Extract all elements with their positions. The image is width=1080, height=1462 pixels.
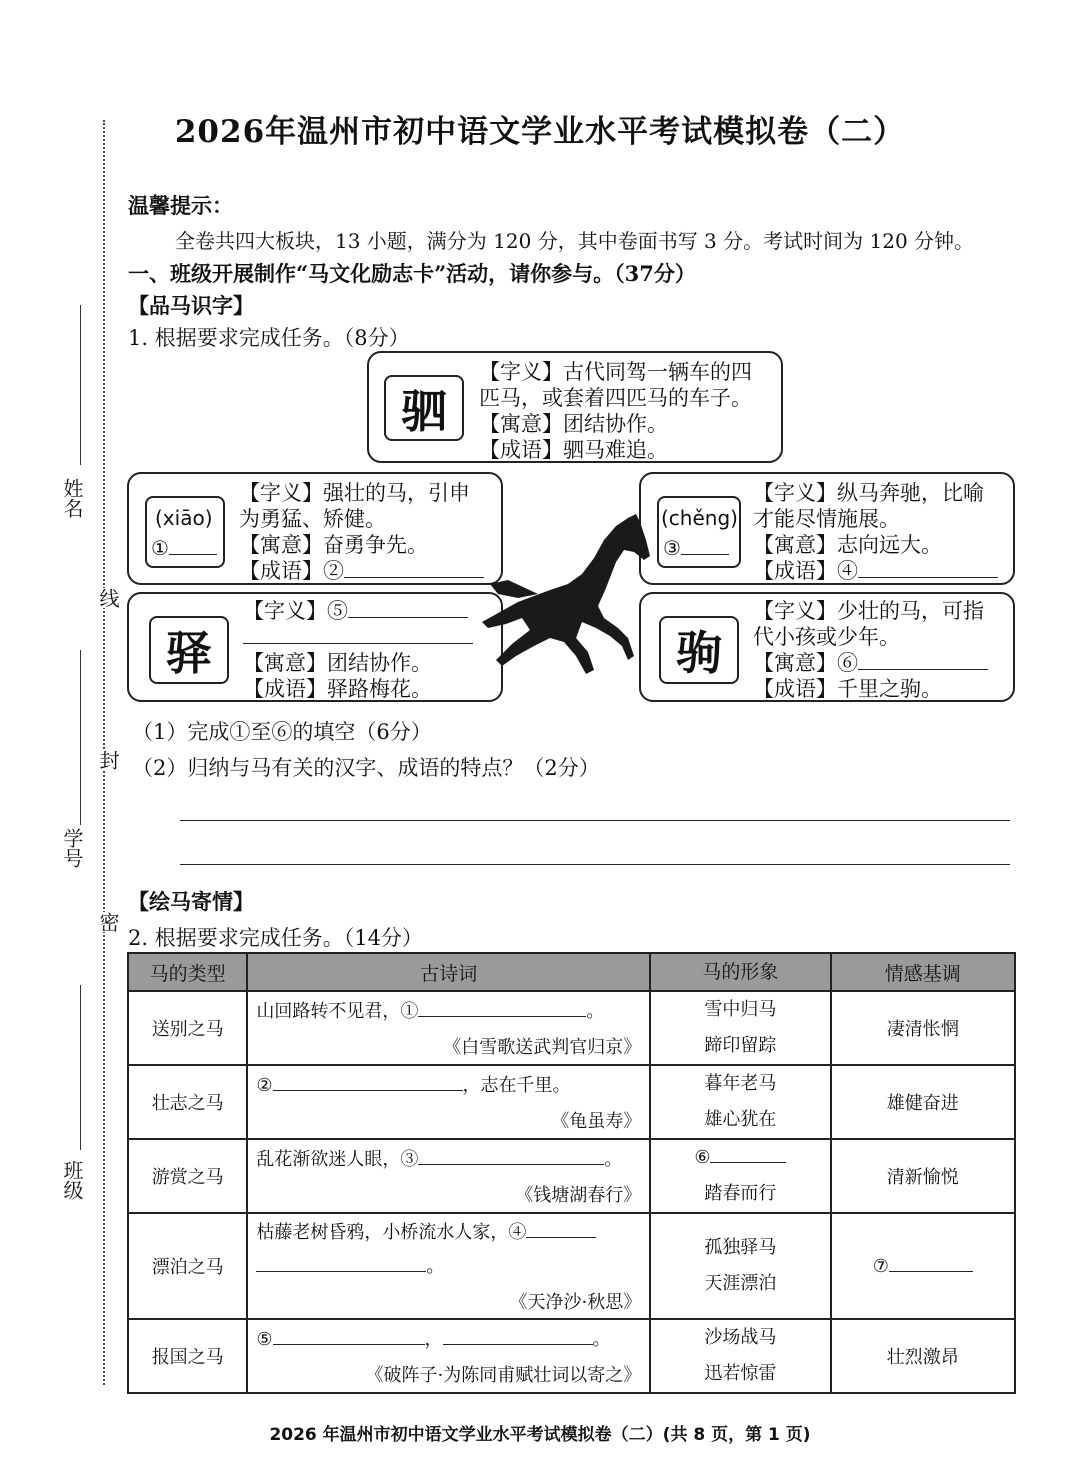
header-emotion: 情感基调 [831,953,1015,991]
card-line: 为勇猛、矫健。 [239,507,386,531]
row-type: 壮志之马 [128,1065,247,1139]
row-type: 送别之马 [128,991,247,1065]
card-line: 【寓意】奋勇争先。 [239,533,428,557]
card-line: 【寓意】团结协作。 [243,651,432,675]
blank-2[interactable]: 【成语】② [239,558,484,584]
question-2: 2. 根据要求完成任务。（14分） [128,926,423,950]
row-type: 报国之马 [128,1319,247,1393]
poem-table [127,952,1016,1394]
card-yi [127,592,503,702]
header-type: 马的类型 [128,953,247,991]
card-line: 【字义】强壮的马，引申 [239,481,470,505]
name-underline [80,305,81,465]
blank-3[interactable]: ③ [663,536,729,560]
card-line: 【寓意】团结协作。 [479,412,668,436]
table-row [128,991,1015,1065]
image-line: 沙场战马 [704,1327,777,1348]
blank-7[interactable]: ⑦ [831,1213,1015,1319]
row-type: 游赏之马 [128,1139,247,1213]
blank-row-2[interactable]: ② ，志在千里。 [256,1075,571,1096]
image-line: 迅若惊雷 [704,1363,777,1384]
poem-source: 《龟虽寿》 [551,1111,642,1132]
card-line: 【字义】纵马奔驰，比喻 [753,481,984,505]
card-line: 代小孩或少年。 [753,625,900,649]
answer-line[interactable] [180,820,1010,821]
horse-illustration [478,510,658,690]
exam-title: 2026年温州市初中语文学业水平考试模拟卷（二） [174,114,906,150]
blank-1[interactable]: ① [151,536,217,560]
seal-feng-char: 封 [94,750,123,770]
number-underline [80,650,81,825]
emotion-cell: 清新愉悦 [831,1139,1015,1213]
blank-5[interactable]: 【字义】⑤ [243,598,473,624]
card-pinyin: (xiāo) [155,506,213,530]
image-line: 蹄印留踪 [704,1035,777,1056]
answer-line[interactable] [180,864,1010,865]
hint-label: 温馨提示： [128,193,233,218]
card-line: 匹马，或套着四匹马的车子。 [479,386,752,410]
class-label: 班级 [58,1160,87,1200]
emotion-cell: 凄清怅惘 [831,991,1015,1065]
table-row [128,1319,1015,1393]
poem-source: 《破阵子·为陈同甫赋壮词以寄之》 [365,1365,642,1386]
class-underline [80,985,81,1150]
card-line: 【字义】古代同驾一辆车的四 [479,360,752,384]
page-footer: 2026 年温州市初中语文学业水平考试模拟卷（二）(共 8 页，第 1 页) [269,1425,811,1445]
card-si [367,351,783,463]
subquestion-1: （1）完成①至⑥的填空（6分） [132,720,432,744]
card-pinyin: (chěng) [661,506,738,530]
subquestion-2: （2）归纳与马有关的汉字、成语的特点？（2分） [132,756,600,780]
card-char: 驿 [149,616,229,684]
seal-mi-char: 密 [94,912,123,932]
card-line: 【寓意】志向远大。 [753,533,942,557]
name-label: 姓名 [58,478,87,518]
blank-row-4[interactable]: 枯藤老树昏鸦，小桥流水人家，④ [256,1218,641,1244]
image-line: 雪中归马 [704,999,777,1020]
card-line: 【成语】驷马难追。 [479,438,668,462]
image-line: 雄心犹在 [704,1109,777,1130]
blank-6[interactable]: 【寓意】⑥ [753,650,988,676]
card-char: 驹 [659,616,739,684]
card-line: 才能尽情施展。 [753,507,900,531]
card-cheng [639,472,1015,585]
card-ju [639,592,1015,702]
emotion-cell: 雄健奋进 [831,1065,1015,1139]
card-line: 【成语】千里之驹。 [753,677,942,701]
emotion-cell: 壮烈激昂 [831,1319,1015,1393]
table-row: 漂泊之马 枯藤老树昏鸦，小桥流水人家，④ 。 《天净沙·秋思》 孤独驿马 天涯漂泊 ⑦ [128,1213,1015,1319]
section-one-heading: 一、班级开展制作“马文化励志卡”活动，请你参与。（37分） [128,261,696,286]
blank-4[interactable]: 【成语】④ [753,558,998,584]
blank-row-1[interactable]: 山回路转不见君，① 。 [256,1001,605,1022]
blank-row-3[interactable]: 乱花渐欲迷人眼，③ 。 [256,1149,623,1170]
poem-source: 《白雪歌送武判官归京》 [443,1037,642,1058]
question-1: 1. 根据要求完成任务。（8分） [128,326,410,350]
hint-body: 全卷共四大板块，13 小题，满分为 120 分，其中卷面书写 3 分。考试时间为 120 分钟。 [175,229,975,253]
row-type: 漂泊之马 [128,1213,247,1319]
image-line: 孤独驿马 [704,1237,777,1258]
poem-source: 《钱塘湖春行》 [515,1185,642,1206]
seal-line-char: 线 [94,588,123,608]
image-line: 暮年老马 [704,1073,777,1094]
image-line: 天涯漂泊 [704,1273,777,1294]
card-line: 【字义】少壮的马，可指 [753,599,984,623]
image-line: 踏春而行 [704,1183,777,1204]
part-heading-pinma: 【品马识字】 [128,293,254,318]
header-poem: 古诗词 [247,953,650,991]
number-label: 学号 [58,828,87,868]
blank-6-table[interactable]: ⑥ [651,1140,829,1176]
poem-source: 《天净沙·秋思》 [509,1292,642,1313]
header-image: 马的形象 [650,953,830,991]
blank-row-5[interactable]: ⑤ ， 。 [256,1329,611,1350]
card-line: 【成语】驿路梅花。 [243,677,432,701]
part-heading-huima: 【绘马寄情】 [128,889,254,914]
table-row [128,1065,1015,1139]
table-row [128,1139,1015,1213]
card-xiao [127,472,503,585]
card-char: 驷 [384,375,464,441]
